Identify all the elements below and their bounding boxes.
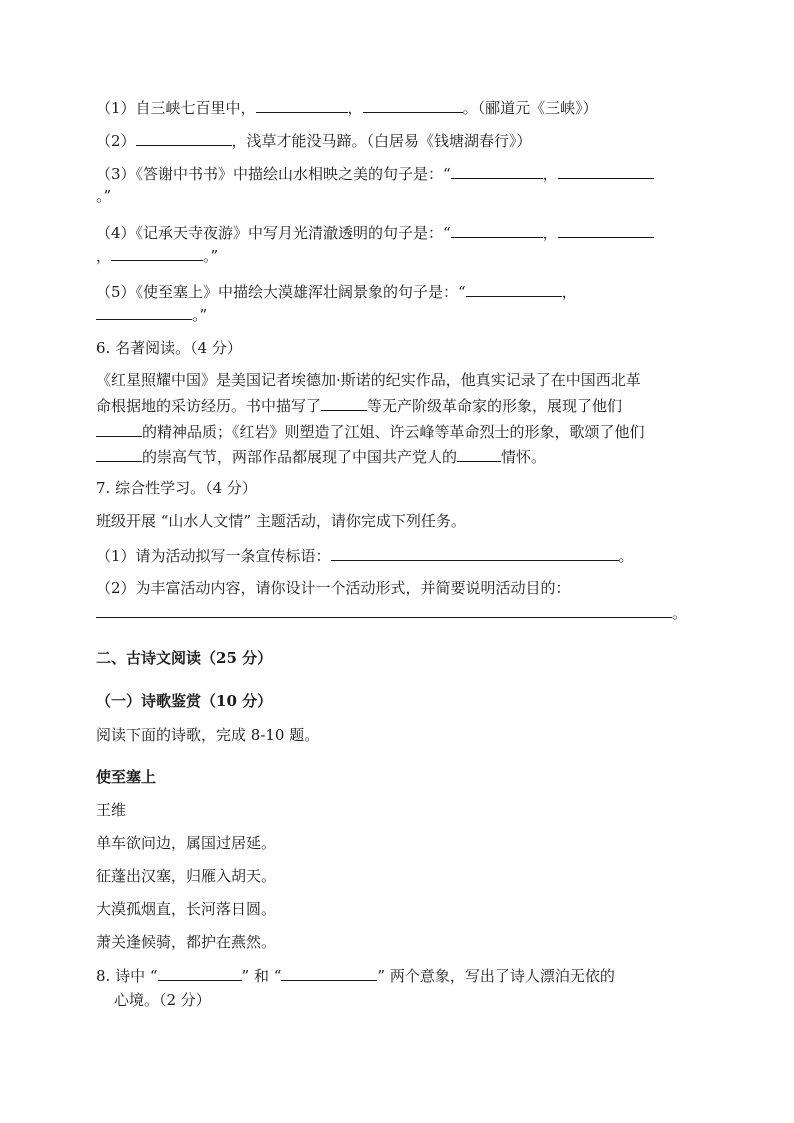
q6-para-line4-c: 情怀。 bbox=[501, 448, 547, 466]
answer-blank[interactable] bbox=[363, 97, 463, 113]
poem-title: 使至塞上 bbox=[96, 768, 157, 786]
q8-question bbox=[96, 965, 615, 986]
section-heading: 二、古诗文阅读（25 分） bbox=[96, 649, 273, 667]
q7-item1-post: 。 bbox=[618, 547, 634, 565]
q5-item5-line2 bbox=[96, 304, 207, 325]
answer-blank[interactable] bbox=[558, 163, 654, 179]
answer-blank[interactable] bbox=[136, 130, 232, 146]
q6-para-line4-b: 的崇高气节，两部作品都展现了中国共产党人的 bbox=[142, 448, 458, 466]
answer-blank[interactable] bbox=[96, 602, 672, 618]
poem-line: 征蓬出汉塞，归雁入胡天。 bbox=[96, 867, 277, 885]
q5-item5-end: 。” bbox=[192, 306, 208, 324]
answer-blank[interactable] bbox=[96, 421, 142, 437]
q7-item2-post: 。 bbox=[672, 604, 688, 622]
q7-item1-pre: （1）请为活动拟写一条宣传标语： bbox=[96, 547, 331, 565]
q5-item4-line2 bbox=[96, 245, 218, 266]
q5-item4-mid: ， bbox=[542, 224, 558, 242]
q7-item1 bbox=[96, 545, 634, 566]
q5-item2 bbox=[96, 130, 532, 151]
q5-item4-line2-pre: ， bbox=[96, 247, 112, 265]
q6-para-line1: 《红星照耀中国》是美国记者埃德加·斯诺的纪实作品，他真实记录了在中国西北革 bbox=[96, 371, 641, 389]
q6-para-line3 bbox=[96, 421, 645, 442]
poem-line: 单车欲问边，属国过居延。 bbox=[96, 834, 277, 852]
answer-blank[interactable] bbox=[111, 245, 203, 261]
q5-item1-mid: ， bbox=[347, 99, 363, 117]
answer-blank[interactable] bbox=[451, 163, 543, 179]
answer-blank[interactable] bbox=[466, 281, 562, 297]
q8-post: ” 两个意象，写出了诗人漂泊无依的 bbox=[377, 967, 615, 985]
answer-blank[interactable] bbox=[457, 446, 501, 462]
q5-item5 bbox=[96, 281, 577, 302]
q8-line2: 心境。（2 分） bbox=[114, 991, 211, 1009]
q7-item2: （2）为丰富活动内容，请你设计一个活动形式，并简要说明活动目的： bbox=[96, 579, 571, 597]
q6-para-line3-b: 的精神品质；《红岩》则塑造了江姐、许云峰等革命烈士的形象，歌颂了他们 bbox=[142, 423, 645, 441]
q5-item1-pre: （1）自三峡七百里中， bbox=[96, 99, 256, 117]
answer-blank[interactable] bbox=[321, 395, 367, 411]
q8-pre: 8. 诗中 “ bbox=[96, 967, 158, 985]
q6-title: 6. 名著阅读。（4 分） bbox=[96, 339, 242, 357]
subsection-heading: （一）诗歌鉴赏（10 分） bbox=[96, 692, 273, 710]
q5-item2-pre: （2） bbox=[96, 132, 136, 150]
answer-blank[interactable] bbox=[96, 304, 192, 320]
q5-item3-end-text: 。” bbox=[96, 187, 112, 205]
q6-para-line2-a: 命根据地的采访经历。书中描写了 bbox=[96, 397, 322, 415]
q7-intro: 班级开展 “山水人文情” 主题活动，请你完成下列任务。 bbox=[96, 512, 466, 530]
answer-blank[interactable] bbox=[96, 446, 142, 462]
answer-blank[interactable] bbox=[331, 545, 619, 561]
poem-line: 大漠孤烟直，长河落日圆。 bbox=[96, 900, 277, 918]
answer-blank[interactable] bbox=[158, 965, 242, 981]
q5-item5-pre: （5）《使至塞上》中描绘大漠雄浑壮阔景象的句子是：“ bbox=[96, 283, 466, 301]
answer-blank[interactable] bbox=[281, 965, 377, 981]
q5-item3 bbox=[96, 163, 654, 184]
q5-item3-end bbox=[96, 186, 111, 206]
q7-item2-answer bbox=[96, 602, 687, 623]
q7-title: 7. 综合性学习。（4 分） bbox=[96, 479, 257, 497]
q5-item2-post: ，浅草才能没马蹄。（白居易《钱塘湖春行》） bbox=[231, 132, 532, 150]
poem-line: 萧关逢候骑，都护在燕然。 bbox=[96, 933, 277, 951]
q5-item5-mid: ， bbox=[561, 283, 577, 301]
q5-item3-mid: ， bbox=[542, 165, 558, 183]
poem-author: 王维 bbox=[96, 801, 127, 819]
q5-item4 bbox=[96, 222, 654, 243]
answer-blank[interactable] bbox=[451, 222, 543, 238]
q5-item1 bbox=[96, 97, 598, 118]
q5-item1-post: 。（郦道元《三峡》） bbox=[462, 99, 598, 117]
q5-item4-end: 。” bbox=[203, 247, 219, 265]
answer-blank[interactable] bbox=[256, 97, 348, 113]
answer-blank[interactable] bbox=[558, 222, 654, 238]
reading-instruction: 阅读下面的诗歌，完成 8-10 题。 bbox=[96, 726, 320, 744]
q6-para-line4 bbox=[96, 446, 546, 467]
q5-item4-pre: （4）《记承天寺夜游》中写月光清澈透明的句子是：“ bbox=[96, 224, 451, 242]
q6-para-line2 bbox=[96, 395, 622, 416]
q6-para-line2-b: 等无产阶级革命家的形象，展现了他们 bbox=[367, 397, 623, 415]
q8-mid: ” 和 “ bbox=[241, 967, 282, 985]
q5-item3-pre: （3）《答谢中书书》中描绘山水相映之美的句子是：“ bbox=[96, 165, 451, 183]
